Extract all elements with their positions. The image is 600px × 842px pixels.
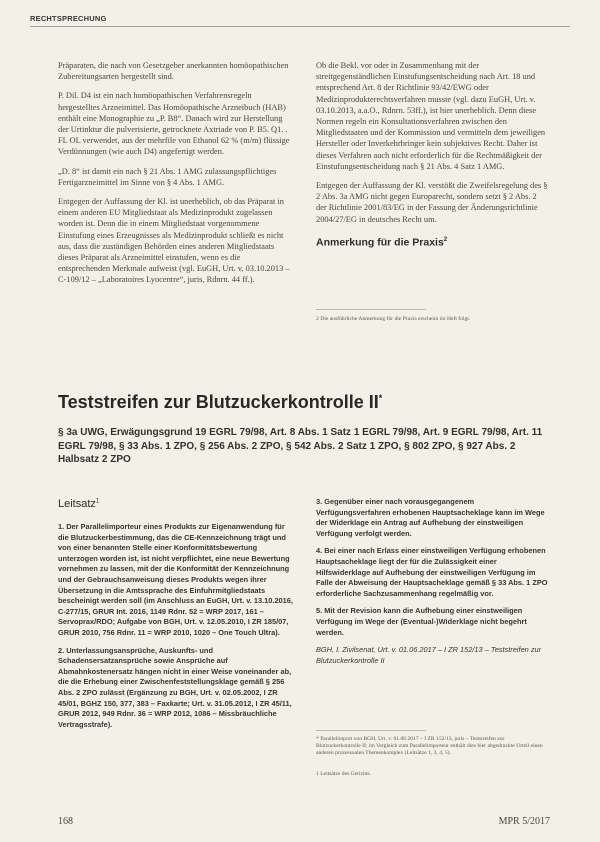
footnote-ref: 1	[95, 498, 100, 505]
leitsatz-item: 4. Bei einer nach Erlass einer einstweiligen Verfügung erhobenen Hauptsacheklage liegt der für die Zulässigkeit einer Hilfswiderklage auf Aufhebung der einstweiligen Verfügung im Falle der Abweisung der Hauptsacheklage gemäß § 33 Abs. 1 ZPO erforderliche Sachzusammenhang regelmäßig vor.	[316, 546, 548, 598]
leitsatz-item: 2. Unterlassungsansprüche, Auskunfts- und Schadensersatzansprüche sowie Ansprüche auf Abmahnkostenersatz hängen nicht in einer Weise voneinander ab, die die Erhebung einer Zwischenfeststellungsklage gemäß § 256 Abs. 2 ZPO zulässt (Ergänzung zu BGH, Urt. v. 02.05.2002, I ZR 45/01, BGHZ 150, 377, 383 – Faxkarte; Urt. v. 31.05.2012, I ZR 45/11, GRUR 2012, 949 Rdnr. 36 = WRP 2012, 1086 – Missbräuchliche Vertragsstrafe).	[58, 645, 292, 729]
paragraph: Entgegen der Auffassung der Kl. verstößt die Zweifelsregelung des § 2 Abs. 3a AMG nicht gegen Europarecht, sondern setzt § 2 Abs. 2 der Richtlinie 2001/83/EG in der Fassung der Änderungsrichtlinie 2004/27/EG in deutsches Recht um.	[316, 181, 548, 224]
footnote-1: 1 Leitsätze des Gerichts.	[316, 771, 371, 777]
paragraph: Entgegen der Auffassung der Kl. ist unerheblich, ob das Präparat in einem anderen EU Mitgliedstaat als Medizinprodukt zugelassen worden ist. Denn die in einem Mitgliedstaat vorgenommene Einstufung eines Erzeugnisses als Medizinprodukt schließt es nicht aus, dass die zuständigen Behörden eines anderen Mitgliedstaats dieses Präparat als Arzneimittel einstufen, wenn es die entsprechenden Merkmale aufweist (vgl. EuGH, Urt. v. 03.10.2013 – C-109/12 – „Laboratoires Lyocentre“, juris, Rdnrn. 44 ff.).	[58, 197, 290, 285]
leitsatz-item: 5. Mit der Revision kann die Aufhebung einer einstweiligen Verfügung im Wege der (Eventual-)Widerklage nicht begehrt werden.	[316, 606, 527, 637]
leitsatz-item: 1. Der Parallelimporteur eines Produkts zur Eigenanwendung für die Blutzuckerbestimmung, das die CE-Kennzeichnung trägt und von einer benannten Stelle einer Konformitätsbewertung unterzogen worden ist, ist nicht verpflichtet, eine neue Bewertung vornehmen zu lassen, mit der die Konformität der Kennzeichnung und der Gebrauchsanweisung dieses Produkts wegen ihrer Übersetzung in die Amtssprache des Einfuhrmitgliedstaats bescheinigt werden soll (im Anschluss an EuGH, Urt. v. 13.10.2016, C-277/15, GRUR Int. 2016, 1149 Rdnr. 52 = WRP 2017, 161 – Servoprax/RDO; Aufgabe von BGH, Urt. v. 12.05.2010, I ZR 185/07, GRUR 2010, 756 Rdnr. 11 = WRP 2010, 1020 – One Touch Ultra).	[58, 522, 293, 637]
journal-issue: MPR 5/2017	[498, 816, 550, 827]
paragraph: Ob die Bekl. vor oder in Zusammenhang mit der streitgegenständlichen Einstufungsentscheidung nach Art. 18 und entsprechend Art. 8 der Richtlinie 93/42/EWG oder Medizinprodukterechtsverfahren musste (vgl. dazu EuGH, Urt. v. 03.10.2013, a.a.O., Rdnrn. 53ff.), ist hier unerheblich. Denn diese Normen regeln ein Konsultationsverfahren zwischen den Mitgliedstaaten und der Kommission und vermitteln dem jeweiligen Hersteller oder Inverkehrbringer kein subjektives Recht. Daher ist dieses Verfahren auch nicht erforderlich für die Rechtmäßigkeit der Einstufungsentscheidung nach § 21 Abs. 4 Satz 1 AMG.	[316, 61, 546, 171]
footnote-2: 2 Die ausführliche Anmerkung für die Praxis erscheint im Heft folgt.	[316, 316, 471, 322]
legal-norms: § 3a UWG, Erwägungsgrund 19 EGRL 79/98, Art. 8 Abs. 1 Satz 1 EGRL 79/98, Art. 9 EGRL 79/98, Art. 11 EGRL 79/98, § 33 Abs. 1 ZPO, § 256 Abs. 2 ZPO, § 542 Abs. 2 Satz 1 ZPO, § 802 ZPO, § 927 Abs. 2 Halbsatz 2 ZPO	[58, 427, 543, 465]
leitsaetze-right-column	[316, 497, 550, 673]
paragraph: Präparaten, die nach von Gesetzgeber anerkannten homöopathischen Zubereitungsarten hergestellt sind.	[58, 61, 289, 82]
footnote-star: * Parallelimport von BGH, Urt. v. 01.06.2017 – I ZR 152/13, juris – Teststreifen zur Blutzuckerkontrolle II; im Vergleich zum Parallelimporteur enthält dies hier abgedruckte Urteil einen anderen prozessualen Themenkomplex (Leitsätze 1, 3, 4, 5).	[316, 736, 543, 756]
paragraph: P. Dil. D4 ist ein nach homöopathischen Verfahrensregeln hergestelltes Arzneimittel. Das Homöopathische Arzneibuch (HAB) enthält eine Monographie zu „P. B8“. Danach wird zur Herstellung der Urtinktur die pulverisierte, getrocknete Axtriade von P. B5. Q1. . FL OL verwendet, aus der mehrfile von Ethanol 62 % (m/m) flüssige Verdünnungen (wie auch D4) angefertigt werden.	[58, 91, 290, 157]
footnote-ref: 2	[443, 236, 448, 243]
article-title-text: Teststreifen zur Blutzuckerkontrolle II	[58, 392, 379, 412]
footnote-rule	[316, 309, 426, 310]
right-column-top	[316, 60, 548, 249]
practice-note-heading	[316, 235, 548, 249]
footnote-ref: *	[378, 393, 383, 403]
leitsatz-item: 3. Gegenüber einer nach vorausgegangenem Verfügungsverfahren erhobenen Hauptsacheklage kann im Wege der Widerklage ein Antrag auf Aufhebung der einstweiligen Verfügung verfolgt werden.	[316, 497, 545, 538]
practice-note-heading-text: Anmerkung für die Praxis	[316, 236, 444, 249]
page-number: 168	[58, 816, 73, 827]
section-label: RECHTSPRECHUNG	[30, 14, 107, 23]
header-rule	[30, 26, 570, 27]
left-column-top	[58, 60, 290, 294]
paragraph: „D. 8“ ist damit ein nach § 21 Abs. 1 AMG zulassungspflichtiges Fertigarzneimittel im Sinne von § 4 Abs. 1 AMG.	[58, 166, 277, 187]
leitsatz-heading-text: Leitsatz	[58, 498, 96, 510]
leitsatz-heading	[58, 498, 99, 510]
article-title	[58, 392, 548, 413]
leitsaetze-left-column	[58, 522, 296, 737]
footnote-rule	[316, 730, 426, 731]
court-citation: BGH, I. Zivilsenat, Urt. v. 01.06.2017 – I ZR 152/13 – Teststreifen zur Blutzuckerkontrolle II	[316, 645, 542, 665]
